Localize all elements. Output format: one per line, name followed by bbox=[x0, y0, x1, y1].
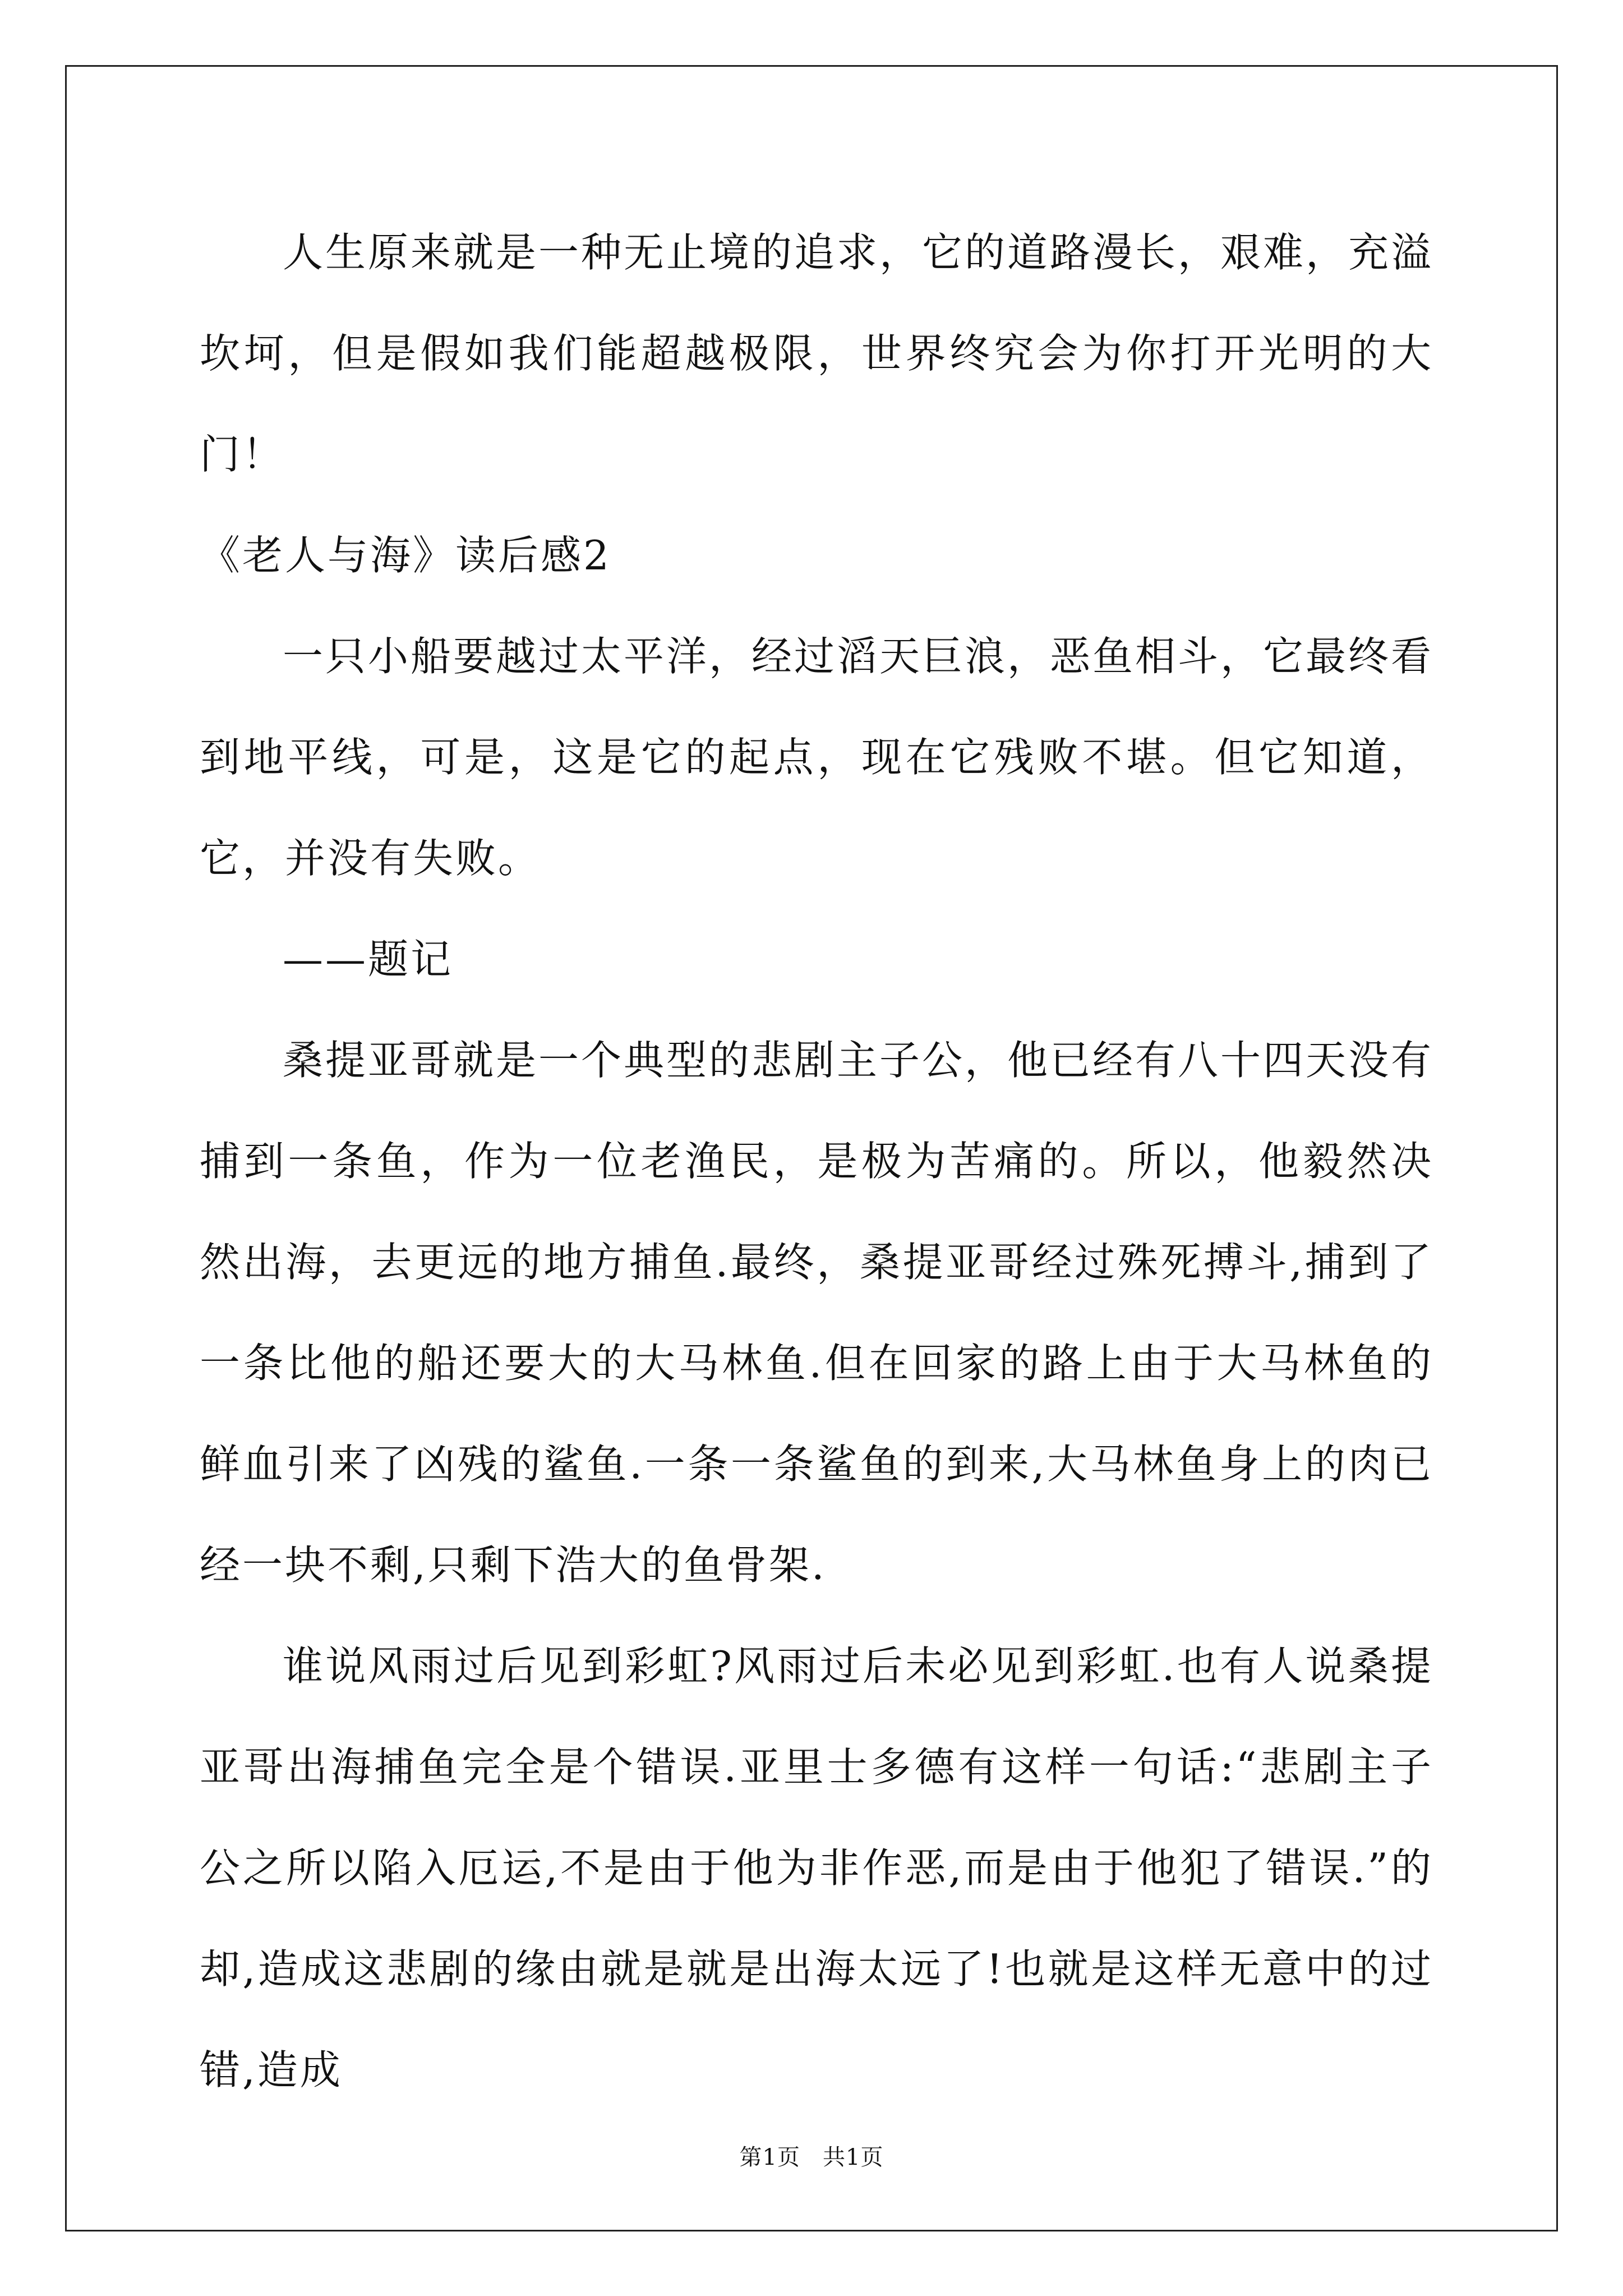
document-body bbox=[200, 202, 1433, 2120]
paragraph-story-summary: 桑提亚哥就是一个典型的悲剧主子公，他已经有八十四天没有捕到一条鱼，作为一位老渔民，是极为苦痛的。所以，他毅然决然出海，去更远的地方捕鱼.最终，桑提亚哥经过殊死搏斗,捕到了一条比他的船还要大的大马林鱼.但在回家的路上由于大马林鱼的鲜血引来了凶残的鲨鱼.一条一条鲨鱼的到来,大马林鱼身上的肉已经一块不剩,只剩下浩大的鱼骨架. bbox=[200, 1037, 1434, 1589]
section-heading: 《老人与海》读后感2 bbox=[200, 532, 611, 579]
paragraph-epigraph: 一只小船要越过太平洋，经过滔天巨浪，恶鱼相斗，它最终看到地平线，可是，这是它的起点，现在它残败不堪。但它知道，它，并没有失败。 bbox=[200, 633, 1434, 882]
paragraph-analysis: 谁说风雨过后见到彩虹?风雨过后未必见到彩虹.也有人说桑提亚哥出海捕鱼完全是个错误.亚里士多德有这样一句话:“悲剧主子公之所以陷入厄运,不是由于他为非作恶,而是由于他犯了错误.”的却,造成这悲剧的缘由就是就是出海太远了!也就是这样无意中的过错,造成 bbox=[200, 1642, 1433, 2093]
epigraph-attribution: ——题记 bbox=[283, 936, 454, 983]
page-number: 第1页 bbox=[739, 2145, 800, 2170]
page-total: 共1页 bbox=[823, 2145, 884, 2170]
paragraph-intro-conclusion: 人生原来就是一种无止境的追求，它的道路漫长，艰难，充溢坎坷，但是假如我们能超越极限，世界终究会为你打开光明的大门！ bbox=[200, 229, 1434, 478]
page-footer bbox=[0, 2141, 1623, 2174]
